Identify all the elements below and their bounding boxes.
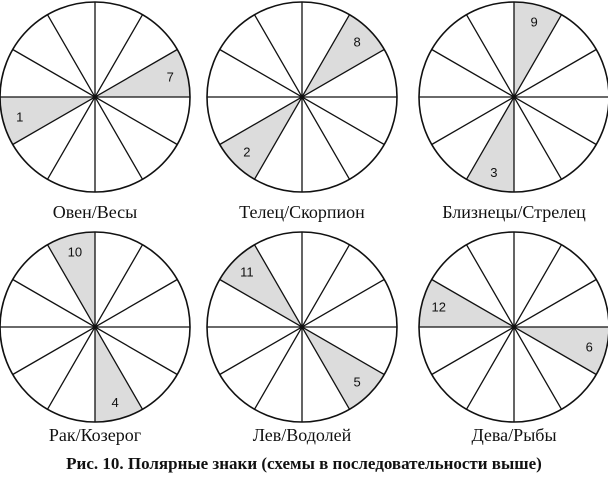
highlighted-sector-11 bbox=[220, 245, 302, 327]
sector-number-12: 12 bbox=[431, 299, 446, 315]
wheel-label-leo-aquarius: Лев/Водолей bbox=[252, 425, 352, 445]
highlighted-sector-2 bbox=[220, 97, 302, 179]
sector-number-5: 5 bbox=[353, 374, 361, 390]
wheel-taurus-scorpio bbox=[207, 2, 397, 192]
wheel-virgo-pisces bbox=[419, 232, 608, 422]
wheel-label-virgo-pisces: Дева/Рыбы bbox=[471, 425, 557, 445]
highlighted-sector-8 bbox=[302, 15, 384, 97]
sector-number-1: 1 bbox=[16, 109, 24, 125]
sector-number-3: 3 bbox=[490, 164, 498, 180]
sector-number-4: 4 bbox=[111, 394, 119, 410]
sector-number-10: 10 bbox=[67, 244, 83, 260]
sector-number-6: 6 bbox=[585, 339, 593, 355]
wheel-label-aries-libra: Овен/Весы bbox=[52, 202, 138, 222]
wheel-cancer-capricorn bbox=[0, 232, 190, 422]
wheel-label-cancer-capricorn: Рак/Козерог bbox=[48, 425, 142, 445]
sector-number-7: 7 bbox=[166, 69, 174, 85]
wheel-gemini-sagittarius bbox=[419, 2, 608, 192]
figure-caption: Рис. 10. Полярные знаки (схемы в последовательности выше) bbox=[66, 454, 542, 473]
highlighted-sector-5 bbox=[302, 327, 384, 409]
wheel-aries-libra bbox=[0, 2, 190, 192]
sector-number-8: 8 bbox=[353, 34, 361, 50]
wheel-label-taurus-scorpio: Телец/Скорпион bbox=[239, 202, 365, 222]
sector-number-9: 9 bbox=[530, 14, 538, 30]
wheel-leo-aquarius bbox=[207, 232, 397, 422]
sector-number-11: 11 bbox=[240, 264, 254, 280]
wheel-label-gemini-sagittarius: Близнецы/Стрелец bbox=[442, 202, 586, 222]
sector-number-2: 2 bbox=[243, 144, 251, 160]
